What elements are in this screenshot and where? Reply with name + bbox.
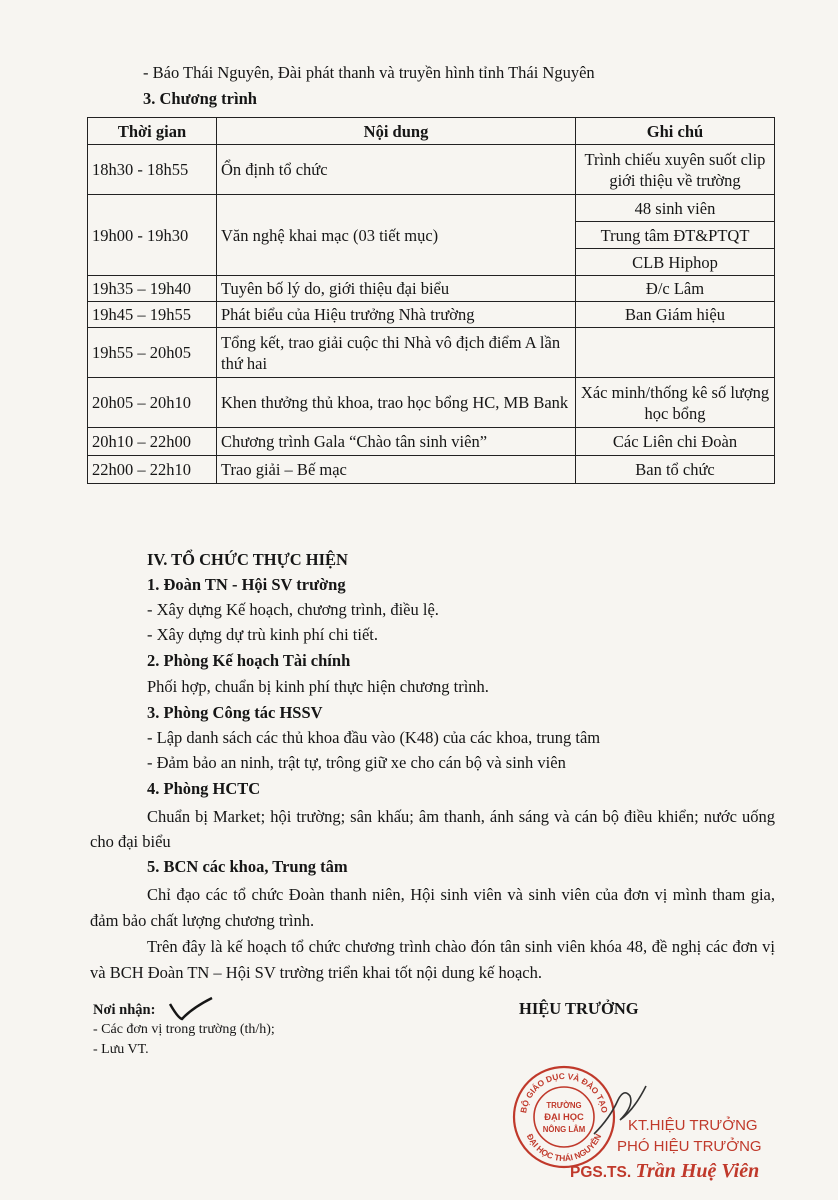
row-time: 18h30 - 18h55 — [88, 145, 217, 195]
stamp-center-line: NÔNG LÂM — [542, 1125, 586, 1134]
row-content: Trao giải – Bế mạc — [217, 456, 576, 484]
s2-title: 2. Phòng Kế hoạch Tài chính — [147, 651, 351, 670]
signer-name: Trần Huệ Viên — [635, 1160, 760, 1182]
header-time: Thời gian — [88, 118, 217, 145]
row-note: Ban Giám hiệu — [576, 302, 775, 328]
table-row — [88, 276, 775, 302]
s5-title: 5. BCN các khoa, Trung tâm — [147, 857, 348, 876]
s3-line: - Lập danh sách các thủ khoa đầu vào (K48) của các khoa, trung tâm — [147, 728, 601, 747]
row-note: 48 sinh viên — [576, 195, 775, 222]
row-note: Xác minh/thống kê số lượng học bổng — [576, 378, 775, 428]
program-table — [87, 117, 775, 484]
row-time: 19h00 - 19h30 — [88, 195, 217, 276]
row-content: Chương trình Gala “Chào tân sinh viên” — [217, 428, 576, 456]
row-content: Tổng kết, trao giải cuộc thi Nhà vô địch điểm A lần thứ hai — [217, 328, 576, 378]
row-content: Khen thưởng thủ khoa, trao học bổng HC, MB Bank — [217, 378, 576, 428]
row-note: CLB Hiphop — [576, 249, 775, 276]
s1-line: - Xây dựng Kế hoạch, chương trình, điều lệ. — [147, 600, 439, 619]
row-time: 19h35 – 19h40 — [88, 276, 217, 302]
table-row — [88, 195, 775, 222]
stamp-center-line: TRƯỜNG — [546, 1101, 582, 1110]
s5-paragraph: Chỉ đạo các tổ chức Đoàn thanh niên, Hội sinh viên và sinh viên của đơn vị mình tham gia, đảm bảo chất lượng chương trình. — [90, 885, 775, 930]
stamp-center-line: ĐẠI HỌC — [544, 1111, 584, 1122]
s2-line: Phối hợp, chuẩn bị kinh phí thực hiện chương trình. — [147, 677, 489, 696]
s1-line: - Xây dựng dự trù kinh phí chi tiết. — [147, 625, 378, 644]
row-note: Trình chiếu xuyên suốt clip giới thiệu về trường — [576, 145, 775, 195]
row-content: Tuyên bố lý do, giới thiệu đại biểu — [217, 276, 576, 302]
recipient-item: - Các đơn vị trong trường (th/h); — [93, 1022, 275, 1037]
row-time: 20h10 – 22h00 — [88, 428, 217, 456]
signer-name-line — [570, 1160, 759, 1183]
table-row — [88, 328, 775, 378]
row-note: Các Liên chi Đoàn — [576, 428, 775, 456]
row-time: 20h05 – 20h10 — [88, 378, 217, 428]
row-note — [576, 328, 775, 378]
checkmark-mark — [168, 996, 214, 1022]
s3-line: - Đảm bảo an ninh, trật tự, trông giữ xe cho cán bộ và sinh viên — [147, 753, 566, 772]
table-row — [88, 428, 775, 456]
s3-title: 3. Phòng Công tác HSSV — [147, 703, 323, 722]
signer-degree: PGS.TS. — [570, 1164, 632, 1181]
program-heading: 3. Chương trình — [143, 89, 257, 108]
stamp-bottom-text: ĐẠI HỌC THÁI NGUYÊN — [524, 1132, 604, 1164]
role-title: PHÓ HIỆU TRƯỞNG — [617, 1138, 762, 1155]
s4-title: 4. Phòng HCTC — [147, 779, 261, 798]
row-content: Văn nghệ khai mạc (03 tiết mục) — [217, 195, 576, 276]
row-content: Phát biểu của Hiệu trưởng Nhà trường — [217, 302, 576, 328]
recipients-title: Nơi nhận: — [93, 1002, 156, 1018]
closing-paragraph: Trên đây là kế hoạch tổ chức chương trình chào đón tân sinh viên khóa 48, đề nghị các đơn vị và BCH Đoàn TN – Hội SV trường triển khai tốt nội dung kế hoạch. — [90, 937, 775, 982]
kt-title: KT.HIỆU TRƯỞNG — [628, 1117, 758, 1134]
stamp-top-text: BỘ GIÁO DỤC VÀ ĐÀO TẠO — [518, 1070, 610, 1114]
section4-title: IV. TỔ CHỨC THỰC HIỆN — [147, 550, 348, 569]
row-time: 19h45 – 19h55 — [88, 302, 217, 328]
table-row — [88, 378, 775, 428]
row-note: Đ/c Lâm — [576, 276, 775, 302]
row-note: Ban tổ chức — [576, 456, 775, 484]
table-row — [88, 456, 775, 484]
signature-title: HIỆU TRƯỞNG — [519, 999, 639, 1018]
s4-paragraph: Chuẩn bị Market; hội trường; sân khấu; âm thanh, ánh sáng và cán bộ điều khiển; nước uống cho đại biểu — [90, 807, 775, 851]
row-time: 19h55 – 20h05 — [88, 328, 217, 378]
header-note: Ghi chú — [576, 118, 775, 145]
row-note: Trung tâm ĐT&PTQT — [576, 222, 775, 249]
table-row — [88, 302, 775, 328]
intro-line: - Báo Thái Nguyên, Đài phát thanh và truyền hình tỉnh Thái Nguyên — [143, 63, 595, 82]
s1-title: 1. Đoàn TN - Hội SV trường — [147, 575, 346, 594]
row-content: Ổn định tổ chức — [217, 145, 576, 195]
table-row — [88, 145, 775, 195]
header-content: Nội dung — [217, 118, 576, 145]
table-header-row — [88, 118, 775, 145]
row-time: 22h00 – 22h10 — [88, 456, 217, 484]
recipient-item: - Lưu VT. — [93, 1042, 149, 1057]
